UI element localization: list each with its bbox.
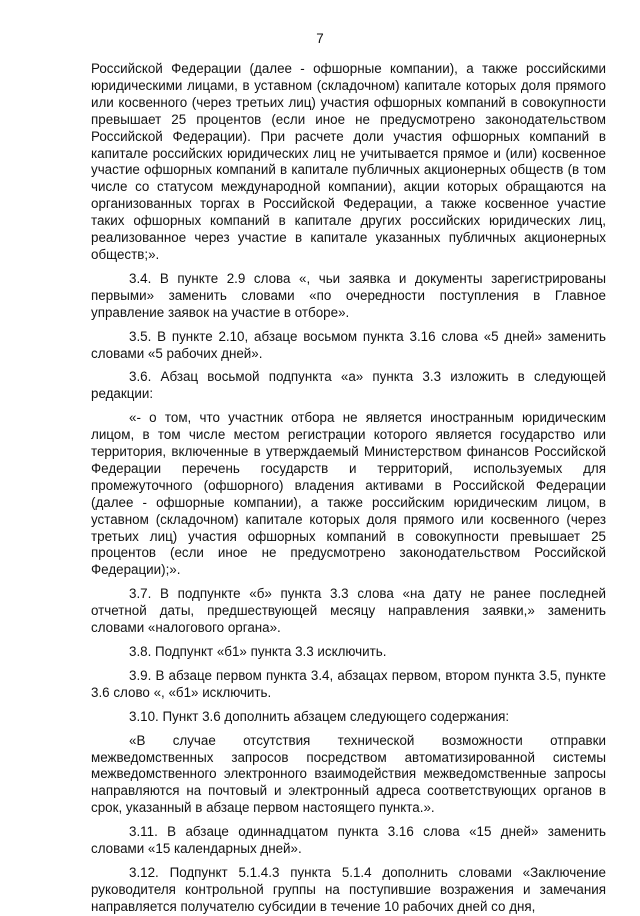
paragraph-3-10-quote: «В случае отсутствия технической возможности отправки межведомственных запросов посредством автоматизированной системы межведомственного электронного взаимодействия межведомственные запросы направляются на почтовый и электронный адреса соответствующих органов в срок, указанный в абзаце первом настоящего пункта.».: [91, 732, 606, 816]
page-number: 7: [316, 31, 324, 46]
paragraph-offshore-continuation: Российской Федерации (далее - офшорные компании), а также российскими юридическими лицами, в уставном (складочном) капитале которых доля прямого или косвенного (через третьих лиц) участия офшорных компаний в совокупности превышает 25 процентов (если иное не предусмотрено законодательством Российской Федерации). При расчете доли участия офшорных компаний в капитале российских юридических лиц не учитывается прямое и (или) косвенное участие офшорных компаний в капитале публичных акционерных обществ (в том числе со статусом международной компании), акции которых обращаются на организованных торгах в Российской Федерации, а также косвенное участие таких офшорных компаний в капитале других российских юридических лиц, реализованное через участие в капитале указанных публичных акционерных обществ;».: [91, 61, 606, 262]
paragraph-3-9: 3.9. В абзаце первом пункта 3.4, абзацах первом, втором пункта 3.5, пункте 3.6 слово «, «б1» исключить.: [91, 667, 606, 700]
paragraph-3-8: 3.8. Подпункт «б1» пункта 3.3 исключить.: [129, 644, 387, 659]
paragraph-3-4: 3.4. В пункте 2.9 слова «, чьи заявка и документы зарегистрированы первыми» заменить словами «по очередности поступления в Главное управление заявок на участие в отборе».: [91, 270, 606, 320]
paragraph-3-6-quote: «- о том, что участник отбора не является иностранным юридическим лицом, в том числе местом регистрации которого является государство или территория, включенные в утверждаемый Министерством финансов Российской Федерации перечень государств и территорий, используемых для промежуточного (офшорного) владения активами в Российской Федерации (далее - офшорные компании), а также российским юридическим лицом, в уставном (складочном) капитале которых доля прямого или косвенного (через третьих лиц) участия офшорных компаний в совокупности превышает 25 процентов (если иное не предусмотрено законодательством Российской Федерации);».: [91, 410, 606, 578]
paragraph-3-10: 3.10. Пункт 3.6 дополнить абзацем следующего содержания:: [129, 708, 510, 724]
document-body: [91, 61, 606, 916]
paragraph-3-6: 3.6. Абзац восьмой подпункта «а» пункта 3.3 изложить в следующей редакции:: [91, 369, 606, 402]
paragraph-3-5: 3.5. В пункте 2.10, абзаце восьмом пункта 3.16 слова «5 дней» заменить словами «5 рабочих дней».: [91, 328, 606, 361]
paragraph-3-11: 3.11. В абзаце одиннадцатом пункта 3.16 слова «15 дней» заменить словами «15 календарных дней».: [91, 824, 606, 857]
paragraph-3-12: 3.12. Подпункт 5.1.4.3 пункта 5.1.4 дополнить словами «Заключение руководителя контрольной группы на поступившие возражения и замечания направляется получателю субсидии в течение 10 рабочих дней со дня,: [91, 864, 606, 914]
paragraph-3-7: 3.7. В подпункте «б» пункта 3.3 слова «на дату не ранее последней отчетной даты, предшествующей месяцу направления заявки,» заменить словами «налогового органа».: [91, 586, 606, 636]
